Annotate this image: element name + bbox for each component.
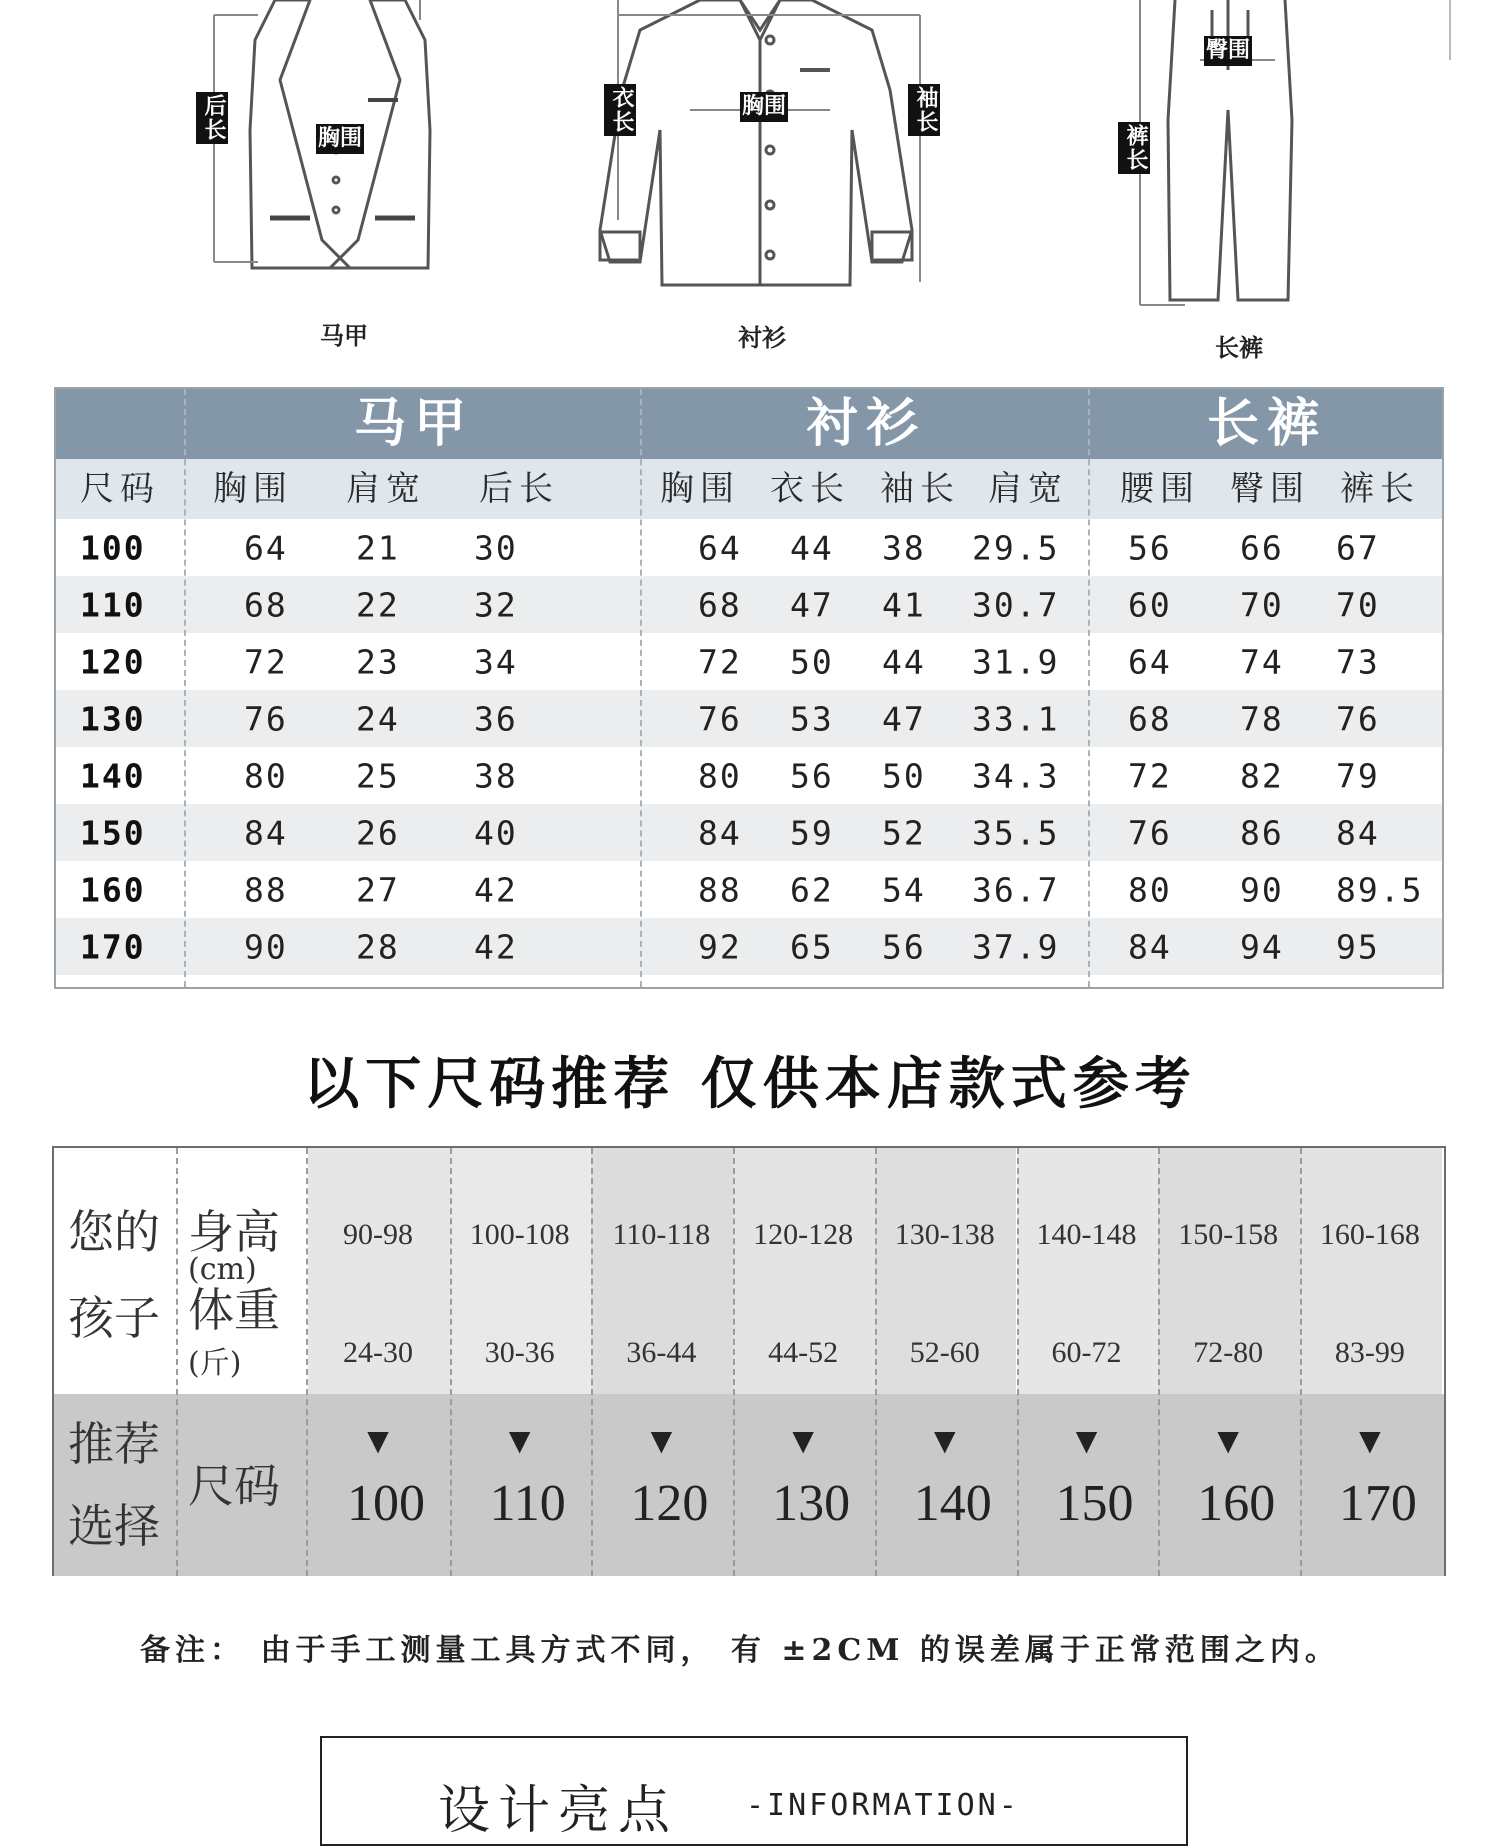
measurement-cell: 74 (1240, 642, 1284, 681)
design-subtitle: -INFORMATION- (746, 1788, 1020, 1823)
measurement-cell: 36 (474, 699, 518, 738)
height-range: 120-128 (753, 1218, 854, 1251)
measurement-cell: 31.9 (972, 642, 1060, 681)
down-arrow-icon: ▼ (792, 1424, 814, 1457)
measurement-cell: 34.3 (972, 756, 1060, 795)
design-highlights-box (320, 1736, 1188, 1846)
measurement-cell: 76 (244, 699, 288, 738)
height-range: 110-118 (612, 1218, 711, 1251)
subheader-vest-chest: 胸围 (213, 469, 293, 509)
measurement-cell: 67 (1336, 528, 1380, 567)
measurement-cell: 80 (698, 756, 742, 795)
measurement-cell: 59 (790, 813, 834, 852)
table-row (56, 690, 1442, 747)
weight-range: 52-60 (909, 1336, 980, 1369)
size-cell: 160 (80, 870, 146, 909)
shirt-sleeve-tag: 袖长 (908, 84, 940, 136)
recommended-size: 110 (489, 1475, 566, 1532)
shirt-chest-tag: 胸围 (740, 92, 788, 122)
measurement-cell: 68 (698, 585, 742, 624)
size-cell: 130 (80, 699, 146, 738)
group-shirt: 衬衫 (805, 393, 926, 454)
table-row (56, 804, 1442, 861)
measurement-cell: 35.5 (972, 813, 1060, 852)
height-range: 150-158 (1178, 1218, 1279, 1251)
weight-range: 44-52 (768, 1336, 839, 1369)
measurement-cell: 92 (698, 927, 742, 966)
measurement-cell: 82 (1240, 756, 1284, 795)
size-cell: 110 (80, 585, 146, 624)
label-height-unit: (cm) (188, 1252, 257, 1287)
measurement-cell: 88 (244, 870, 288, 909)
recommend-top-section (54, 1148, 1444, 1394)
subheader-size: 尺码 (80, 469, 160, 509)
measurement-cell: 80 (1128, 870, 1172, 909)
label-select: 选择 (68, 1499, 160, 1553)
measurement-cell: 47 (790, 585, 834, 624)
weight-range: 83-99 (1334, 1336, 1405, 1369)
measurement-cell: 65 (790, 927, 834, 966)
vest-label: 马甲 (320, 322, 368, 350)
measurement-cell: 29.5 (972, 528, 1060, 567)
measurement-cell: 56 (1128, 528, 1172, 567)
measurement-cell: 90 (1240, 870, 1284, 909)
measurement-note: 备注： 由于手工测量工具方式不同， 有 ±2CM 的误差属于正常范围之内。 (140, 1633, 1340, 1668)
size-table-group-row (56, 389, 1442, 459)
recommended-size: 100 (347, 1475, 425, 1532)
measurement-cell: 32 (474, 585, 518, 624)
measurement-cell: 27 (356, 870, 400, 909)
table-row (56, 861, 1442, 918)
subheader-vest-back-length: 后长 (479, 469, 559, 509)
pants-drawing (1140, 0, 1450, 305)
column-divider (591, 1148, 593, 1576)
size-cell: 140 (80, 756, 146, 795)
measurement-cell: 23 (356, 642, 400, 681)
column-divider (1158, 1148, 1160, 1576)
measurement-cell: 72 (1128, 756, 1172, 795)
measurement-cell: 60 (1128, 585, 1172, 624)
vest-back-length-tag: 后长 (196, 92, 228, 144)
measurement-cell: 56 (790, 756, 834, 795)
column-divider (733, 1148, 735, 1576)
size-table (54, 387, 1444, 989)
recommended-size: 120 (630, 1475, 709, 1532)
measurement-cell: 84 (1128, 927, 1172, 966)
weight-range: 36-44 (626, 1336, 697, 1369)
label-child: 孩子 (68, 1291, 160, 1345)
down-arrow-icon: ▼ (1217, 1424, 1239, 1457)
subheader-shirt-length: 衣长 (770, 469, 850, 509)
measurement-cell: 42 (474, 870, 518, 909)
measurement-cell: 56 (882, 927, 926, 966)
measurement-cell: 44 (882, 642, 926, 681)
measurement-cell: 68 (1128, 699, 1172, 738)
down-arrow-icon: ▼ (1075, 1424, 1098, 1457)
height-range: 140-148 (1036, 1218, 1137, 1251)
measurement-cell: 21 (356, 528, 400, 567)
column-divider (1017, 1148, 1019, 1576)
table-row (56, 747, 1442, 804)
recommended-size: 140 (913, 1475, 992, 1532)
pants-length-tag: 裤长 (1118, 122, 1150, 174)
subheader-vest-shoulder: 肩宽 (346, 469, 426, 509)
column-divider (184, 389, 186, 987)
subheader-shirt-shoulder: 肩宽 (988, 469, 1068, 509)
label-weight: 体重 (188, 1283, 280, 1337)
pants-hip-tag: 臀围 (1204, 36, 1252, 66)
measurement-cell: 66 (1240, 528, 1284, 567)
measurement-cell: 50 (882, 756, 926, 795)
label-size: 尺码 (188, 1459, 280, 1513)
table-row (56, 918, 1442, 975)
measurement-cell: 86 (1240, 813, 1284, 852)
measurement-cell: 41 (882, 585, 926, 624)
height-range: 160-168 (1319, 1218, 1420, 1251)
column-divider (1088, 389, 1090, 987)
column-divider (176, 1148, 178, 1576)
measurement-cell: 34 (474, 642, 518, 681)
measurement-cell: 79 (1336, 756, 1380, 795)
measurement-cell: 64 (698, 528, 742, 567)
column-divider (875, 1148, 877, 1576)
size-cell: 150 (80, 813, 146, 852)
measurement-cell: 24 (356, 699, 400, 738)
pants-label: 长裤 (1215, 334, 1263, 362)
recommend-table (52, 1146, 1446, 1576)
size-cell: 170 (80, 927, 146, 966)
measurement-cell: 40 (474, 813, 518, 852)
weight-range: 24-30 (343, 1336, 413, 1369)
group-vest: 马甲 (353, 393, 474, 454)
height-range: 90-98 (343, 1218, 413, 1251)
height-range: 100-108 (469, 1218, 570, 1251)
subheader-pants-length: 裤长 (1340, 469, 1420, 509)
design-title: 设计亮点 (438, 1781, 679, 1841)
measurement-cell: 90 (244, 927, 288, 966)
measurement-cell: 54 (882, 870, 926, 909)
measurement-cell: 84 (1336, 813, 1380, 852)
measurement-cell: 73 (1336, 642, 1380, 681)
label-weight-unit: (斤) (188, 1346, 242, 1381)
recommended-size: 150 (1055, 1475, 1134, 1532)
measurement-cell: 36.7 (972, 870, 1060, 909)
measurement-cell: 33.1 (972, 699, 1060, 738)
measurement-cell: 84 (698, 813, 742, 852)
down-arrow-icon: ▼ (650, 1424, 673, 1457)
recommended-size: 130 (772, 1475, 851, 1532)
measurement-cell: 30 (474, 528, 518, 567)
measurement-cell: 26 (356, 813, 400, 852)
measurement-cell: 38 (882, 528, 926, 567)
measurement-cell: 38 (474, 756, 518, 795)
recommend-bottom-section (54, 1394, 1444, 1576)
measurement-cell: 76 (698, 699, 742, 738)
weight-range: 30-36 (484, 1336, 555, 1369)
down-arrow-icon: ▼ (934, 1424, 956, 1457)
measurement-cell: 88 (698, 870, 742, 909)
recommend-heading: 以下尺码推荐 仅供本店款式参考 (303, 1051, 1197, 1117)
subheader-shirt-chest: 胸围 (660, 469, 740, 509)
measurement-cell: 62 (790, 870, 834, 909)
column-divider (1300, 1148, 1302, 1576)
garment-illustrations (0, 0, 1500, 370)
subheader-pants-hip: 臀围 (1230, 469, 1310, 509)
measurement-cell: 44 (790, 528, 834, 567)
label-recommend: 推荐 (68, 1417, 160, 1471)
size-cell: 120 (80, 642, 146, 681)
measurement-cell: 30.7 (972, 585, 1060, 624)
measurement-cell: 80 (244, 756, 288, 795)
weight-range: 72-80 (1193, 1336, 1264, 1369)
recommended-size: 160 (1197, 1475, 1276, 1532)
down-arrow-icon: ▼ (1359, 1424, 1381, 1457)
subheader-shirt-sleeve: 袖长 (880, 469, 960, 509)
measurement-cell: 25 (356, 756, 400, 795)
measurement-cell: 78 (1240, 699, 1284, 738)
table-row (56, 576, 1442, 633)
measurement-cell: 76 (1336, 699, 1380, 738)
column-divider (450, 1148, 452, 1576)
measurement-cell: 94 (1240, 927, 1284, 966)
measurement-cell: 68 (244, 585, 288, 624)
measurement-cell: 84 (244, 813, 288, 852)
weight-range: 60-72 (1051, 1336, 1122, 1369)
size-table-subheader-row (56, 459, 1442, 519)
measurement-cell: 72 (698, 642, 742, 681)
measurement-cell: 52 (882, 813, 926, 852)
measurement-cell: 64 (244, 528, 288, 567)
measurement-cell: 47 (882, 699, 926, 738)
measurement-cell: 42 (474, 927, 518, 966)
measurement-cell: 37.9 (972, 927, 1060, 966)
measurement-cell: 50 (790, 642, 834, 681)
measurement-cell: 76 (1128, 813, 1172, 852)
down-arrow-icon: ▼ (367, 1424, 389, 1457)
measurement-cell: 70 (1240, 585, 1284, 624)
measurement-cell: 89.5 (1336, 870, 1424, 909)
label-your: 您的 (68, 1205, 160, 1259)
table-row (56, 519, 1442, 576)
column-divider (640, 389, 642, 987)
label-height: 身高 (188, 1205, 280, 1259)
shirt-label: 衬衫 (738, 324, 786, 352)
table-row (56, 633, 1442, 690)
recommended-size: 170 (1338, 1475, 1417, 1532)
measurement-cell: 72 (244, 642, 288, 681)
subheader-pants-waist: 腰围 (1120, 469, 1200, 509)
shirt-length-tag: 衣长 (604, 84, 636, 136)
group-pants: 长裤 (1206, 393, 1327, 454)
size-cell: 100 (80, 528, 146, 567)
measurement-cell: 53 (790, 699, 834, 738)
measurement-cell: 95 (1336, 927, 1380, 966)
measurement-cell: 28 (356, 927, 400, 966)
measurement-cell: 64 (1128, 642, 1172, 681)
down-arrow-icon: ▼ (508, 1424, 531, 1457)
vest-chest-tag: 胸围 (316, 124, 364, 154)
column-divider (306, 1148, 308, 1576)
height-range: 130-138 (894, 1218, 995, 1251)
measurement-cell: 70 (1336, 585, 1380, 624)
measurement-cell: 22 (356, 585, 400, 624)
shirt-drawing (600, 0, 920, 285)
garment-drawings (0, 0, 1500, 370)
